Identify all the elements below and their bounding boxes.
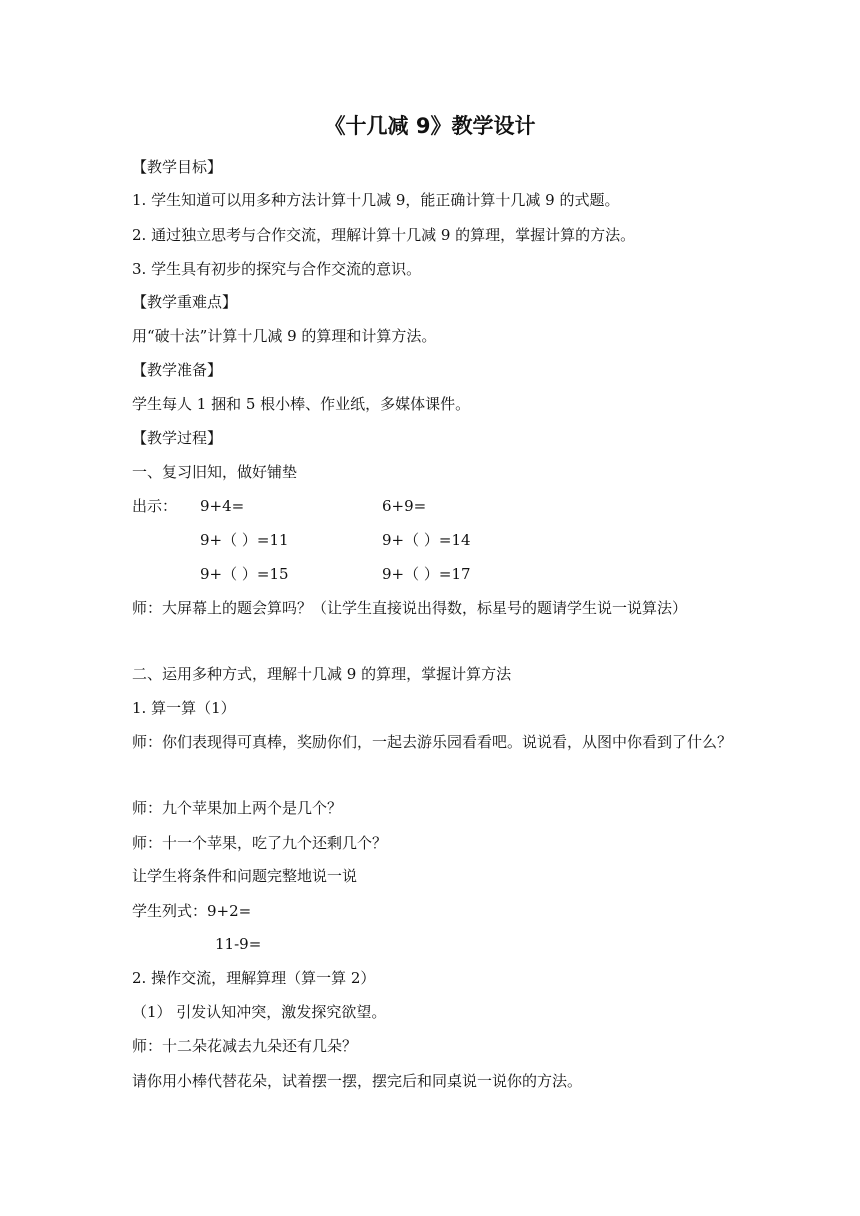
teacher-line-4: 师：十一个苹果，吃了九个还剩几个？ — [132, 834, 388, 852]
exercise-6: 9+（ ）=17 — [382, 565, 471, 583]
part-2-heading: 二、运用多种方式，理解十几减 9 的算理，掌握计算方法 — [132, 665, 512, 683]
teacher-line-1: 师：大屏幕上的题会算吗？（让学生直接说出得数，标星号的题请学生说一说算法） — [132, 599, 688, 617]
teacher-line-2: 师：你们表现得可真棒，奖励你们，一起去游乐园看看吧。说说看，从图中你看到了什么？ — [132, 733, 733, 751]
exercise-2: 6+9= — [382, 497, 427, 515]
prep-text: 学生每人 1 捆和 5 根小棒、作业纸，多媒体课件。 — [132, 395, 471, 413]
process-heading: 【教学过程】 — [132, 429, 223, 447]
document-title: 《十几减 9》教学设计 — [324, 114, 536, 138]
student-instruction: 让学生将条件和问题完整地说一说 — [132, 867, 358, 885]
exercise-1: 9+4= — [200, 497, 245, 515]
exercise-3: 9+（ ）=11 — [200, 531, 289, 549]
sub-step-1: （1） 引发认知冲突，激发探究欲望。 — [132, 1003, 387, 1021]
goal-item-3: 3. 学生具有初步的探究与合作交流的意识。 — [132, 260, 422, 278]
show-label: 出示： — [132, 497, 178, 515]
goal-item-1: 1. 学生知道可以用多种方法计算十几减 9，能正确计算十几减 9 的式题。 — [132, 191, 620, 209]
student-equation-1: 学生列式：9+2= — [132, 902, 252, 920]
step-2-heading: 2. 操作交流，理解算理（算一算 2） — [132, 969, 376, 987]
part-1-heading: 一、复习旧知，做好铺垫 — [132, 463, 298, 481]
teacher-line-3: 师：九个苹果加上两个是几个？ — [132, 799, 343, 817]
student-equation-2: 11-9= — [215, 935, 262, 953]
prep-heading: 【教学准备】 — [132, 361, 223, 379]
exercise-4: 9+（ ）=14 — [382, 531, 471, 549]
keypoints-text: 用“破十法”计算十几减 9 的算理和计算方法。 — [132, 327, 437, 345]
keypoints-heading: 【教学重难点】 — [132, 293, 238, 311]
exercise-5: 9+（ ）=15 — [200, 565, 289, 583]
closing-instruction: 请你用小棒代替花朵，试着摆一摆，摆完后和同桌说一说你的方法。 — [132, 1072, 583, 1090]
goal-item-2: 2. 通过独立思考与合作交流，理解计算十几减 9 的算理，掌握计算的方法。 — [132, 226, 636, 244]
goals-heading: 【教学目标】 — [132, 158, 223, 176]
step-1-heading: 1. 算一算（1） — [132, 699, 236, 717]
teacher-line-5: 师：十二朵花减去九朵还有几朵？ — [132, 1037, 358, 1055]
